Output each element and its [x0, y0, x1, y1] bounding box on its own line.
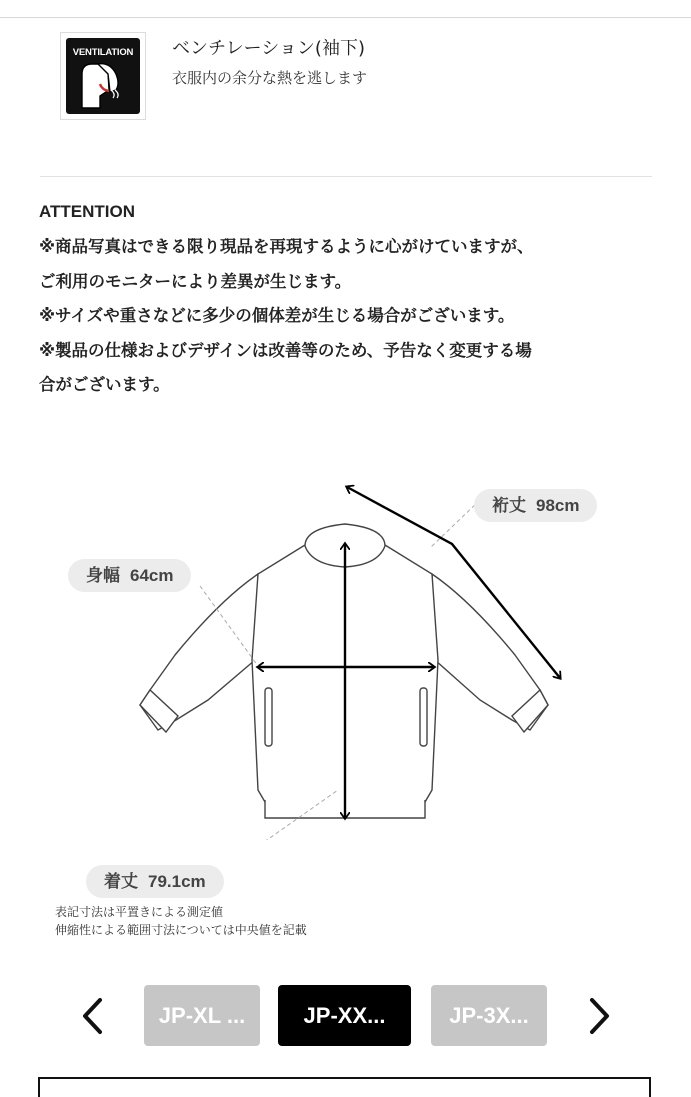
sleeve-length-value: 98cm [536, 496, 580, 515]
attention-line: ※サイズや重さなどに多少の個体差が生じる場合がございます。 [39, 306, 515, 325]
attention-line: 合がございます。 [39, 375, 170, 394]
body-length-label [86, 865, 224, 898]
next-size-button[interactable] [588, 996, 612, 1036]
measurement-note: 伸縮性による範囲寸法については中央値を記載 [55, 923, 307, 937]
body-width-value: 64cm [130, 566, 174, 585]
feature-title: ベンチレーション(袖下) [172, 38, 365, 59]
body-width-name: 身幅 [86, 566, 120, 586]
body-length-name: 着丈 [104, 872, 138, 892]
body-width-label [68, 559, 191, 592]
ventilation-icon-label: VENTILATION [72, 47, 134, 58]
size-tab-jp-xxl[interactable]: JP-XX... [278, 985, 411, 1046]
attention-line: ご利用のモニターにより差異が生じます。 [39, 271, 352, 291]
size-tab-jp-xl[interactable]: JP-XL ... [144, 985, 260, 1046]
measurement-note: 表記寸法は平置きによる測定値 [55, 905, 224, 919]
prev-size-button[interactable] [80, 996, 104, 1036]
body-length-value: 79.1cm [148, 872, 206, 891]
ventilation-badge [66, 38, 140, 114]
size-tab-jp-3xl[interactable]: JP-3X... [431, 985, 547, 1046]
attention-section [39, 202, 659, 403]
attention-line: ※商品写真はできる限り現品を再現するように心がけていますが、 [39, 237, 534, 256]
chevron-right-icon [588, 996, 612, 1036]
top-divider [0, 17, 691, 18]
attention-heading: ATTENTION [39, 202, 136, 221]
section-divider [40, 176, 652, 177]
attention-line: ※製品の仕様およびデザインは改善等のため、予告なく変更する場 [39, 340, 532, 360]
sleeve-length-label [474, 489, 597, 522]
jacket-size-diagram [0, 420, 691, 840]
feature-description: 衣服内の余分な熱を逃します [172, 69, 368, 87]
underarm-vent-icon [76, 60, 130, 110]
sleeve-length-name: 裄丈 [492, 496, 526, 516]
chevron-left-icon [80, 996, 104, 1036]
size-table-frame [38, 1077, 651, 1097]
ventilation-icon [60, 32, 146, 120]
